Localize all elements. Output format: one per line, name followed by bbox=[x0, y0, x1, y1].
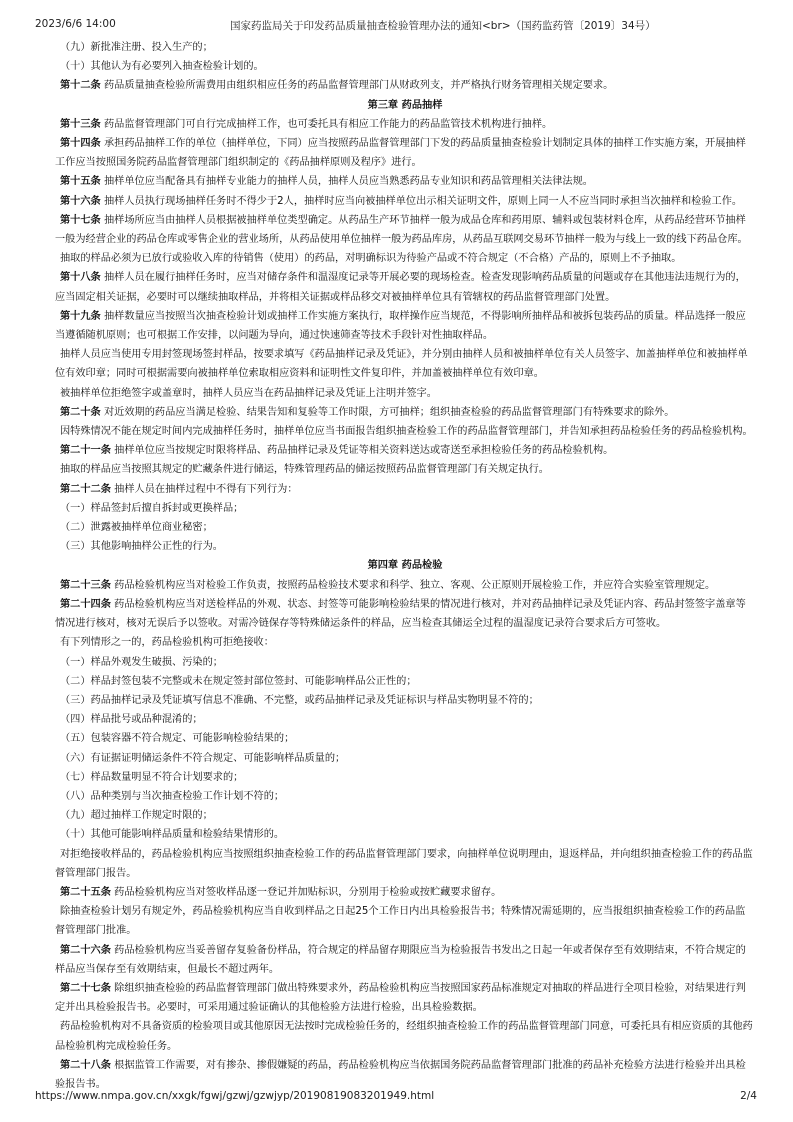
paragraph-text: （三）药品抽样记录及凭证填写信息不准确、不完整，或药品抽样记录及凭证标识与样品实物明显不符的； bbox=[60, 694, 539, 706]
article-number: 第十九条 bbox=[60, 310, 101, 322]
paragraph bbox=[55, 38, 755, 57]
paragraph bbox=[55, 729, 755, 748]
paragraph-text: （二）泄露被抽样单位商业秘密； bbox=[60, 522, 213, 534]
paragraph bbox=[55, 460, 755, 479]
article-number: 第十六条 bbox=[60, 195, 101, 207]
paragraph-text: 承担药品抽样工作的单位（抽样单位，下同）应当按照药品监督管理部门下发的药品质量抽查检验计划制定具体的抽样工作实施方案，开展抽样工作应当按照国务院药品监督管理部门组织制定的《药品抽样原则及程序》进行。 bbox=[55, 138, 746, 169]
paragraph bbox=[55, 653, 755, 672]
print-datetime: 2023/6/6 14:00 bbox=[35, 18, 116, 30]
paragraph bbox=[55, 768, 755, 787]
article-number: 第十二条 bbox=[60, 80, 101, 92]
article-paragraph bbox=[55, 941, 755, 979]
paragraph bbox=[55, 345, 755, 383]
article-paragraph bbox=[55, 480, 755, 499]
paragraph bbox=[55, 57, 755, 76]
article-paragraph bbox=[55, 172, 755, 191]
article-number: 第二十五条 bbox=[60, 886, 111, 898]
article-number: 第二十六条 bbox=[60, 944, 111, 956]
paragraph-text: （十）其他可能影响样品质量和检验结果情形的。 bbox=[60, 829, 285, 841]
paragraph-text: （三）其他影响抽样公正性的行为。 bbox=[60, 541, 223, 553]
document-body bbox=[55, 38, 755, 1094]
paragraph-text: 抽样人员执行现场抽样任务时不得少于2人，抽样时应当向被抽样单位出示相关证明文件，原则上同一人不应当同时承担当次抽样和检验工作。 bbox=[100, 195, 743, 207]
paragraph-text: （十）其他认为有必要列入抽查检验计划的。 bbox=[60, 61, 264, 73]
paragraph-text: 药品质量抽查检验所需费用由组织相应任务的药品监督管理部门从财政列支，并严格执行财务管理相关规定要求。 bbox=[100, 80, 614, 92]
paragraph bbox=[55, 518, 755, 537]
article-paragraph bbox=[55, 134, 755, 172]
paragraph bbox=[55, 633, 755, 652]
article-paragraph bbox=[55, 883, 755, 902]
article-paragraph bbox=[55, 595, 755, 633]
paragraph-text: 根据监管工作需要，对有掺杂、掺假嫌疑的药品，药品检验机构应当依据国务院药品监督管理部门批准的药品补充检验方法进行检验并出具检验报告书。 bbox=[55, 1059, 746, 1090]
page-number: 2/4 bbox=[740, 1090, 757, 1102]
document-title: 国家药监局关于印发药品质量抽查检验管理办法的通知<br>（国药监药管〔2019〕34号） bbox=[230, 20, 656, 32]
paragraph bbox=[55, 691, 755, 710]
paragraph bbox=[55, 787, 755, 806]
paragraph-text: 有下列情形之一的，药品检验机构可拒绝接收： bbox=[60, 637, 274, 649]
paragraph-text: （一）样品外观发生破损、污染的； bbox=[60, 656, 223, 668]
article-paragraph bbox=[55, 576, 755, 595]
print-footer bbox=[0, 1090, 793, 1106]
paragraph-text: 除抽查检验计划另有规定外，药品检验机构应当自收到样品之日起25个工作日内出具检验报告书；特殊情况需延期的，应当报组织抽查检验工作的药品监督管理部门批准。 bbox=[55, 906, 746, 937]
paragraph-text: 抽样场所应当由抽样人员根据被抽样单位类型确定。从药品生产环节抽样一般为成品仓库和药用原、辅料或包装材料仓库，从药品经营环节抽样一般为经营企业的药品仓库或零售企业的营业场所，从药品使用单位抽样一般为药品库房，从药品互联网交易环节抽样一般为与线上一致的线下药品仓库。 bbox=[55, 214, 748, 246]
paragraph bbox=[55, 537, 755, 556]
paragraph-text: 药品监督管理部门可自行完成抽样工作，也可委托具有相应工作能力的药品监管技术机构进行抽样。 bbox=[100, 118, 553, 130]
paragraph-text: 对拒绝接收样品的，药品检验机构应当按照组织抽查检验工作的药品监督管理部门要求，向抽样单位说明理由，退返样品，并向组织抽查检验工作的药品监督管理部门报告。 bbox=[55, 848, 753, 879]
paragraph-text: （六）有证据证明储运条件不符合规定、可能影响样品质量的； bbox=[60, 752, 346, 764]
paragraph-text: （四）样品批号或品种混淆的； bbox=[60, 714, 203, 726]
article-paragraph bbox=[55, 192, 755, 211]
paragraph bbox=[55, 749, 755, 768]
article-number: 第二十八条 bbox=[60, 1059, 111, 1071]
article-paragraph bbox=[55, 115, 755, 134]
paragraph-text: 抽样单位应当配备具有抽样专业能力的抽样人员，抽样人员应当熟悉药品专业知识和药品管理相关法律法规。 bbox=[100, 176, 593, 188]
paragraph-text: （九）新批准注册、投入生产的； bbox=[60, 42, 213, 53]
article-paragraph bbox=[55, 441, 755, 460]
paragraph-text: 药品检验机构应当对检验工作负责，按照药品检验技术要求和科学、独立、客观、公正原则开展检验工作，并应符合实验室管理规定。 bbox=[110, 579, 716, 591]
paragraph-text: 被抽样单位拒绝签字或盖章时，抽样人员应当在药品抽样记录及凭证上注明并签字。 bbox=[60, 387, 437, 399]
article-number: 第二十二条 bbox=[60, 483, 111, 495]
paragraph-text: 因特殊情况不能在规定时间内完成抽样任务时，抽样单位应当书面报告组织抽查检验工作的药品监督管理部门，并告知承担药品检验任务的药品检验机构。 bbox=[60, 426, 753, 438]
article-paragraph bbox=[55, 76, 755, 95]
paragraph-text: （八）品种类别与当次抽查检验工作计划不符的； bbox=[60, 790, 285, 802]
print-header bbox=[0, 18, 793, 34]
paragraph-text: 药品检验机构对不具备资质的检验项目或其他原因无法按时完成检验任务的，经组织抽查检验工作的药品监督管理部门同意，可委托具有相应资质的其他药品检验机构完成检验任务。 bbox=[55, 1021, 753, 1052]
source-url[interactable]: https://www.nmpa.gov.cn/xxgk/fgwj/gzwj/gzwjyp/20190819083201949.html bbox=[35, 1090, 435, 1102]
chapter-heading: 第三章 药品抽样 bbox=[367, 99, 443, 111]
paragraph-text: 药品检验机构应当对送检样品的外观、状态、封签等可能影响检验结果的情况进行核对，并对药品抽样记录及凭证内容、药品封签签字盖章等情况进行核对，核对无误后予以签收。对需冷链保存等特殊储运条件的样品，应当检查其储运全过程的温湿度记录符合要求后方可签收。 bbox=[55, 598, 746, 630]
paragraph-text: 对近效期的药品应当满足检验、结果告知和复验等工作时限，方可抽样；组织抽查检验的药品监督管理部门有特殊要求的除外。 bbox=[100, 406, 675, 418]
article-number: 第十八条 bbox=[60, 272, 101, 284]
article-paragraph bbox=[55, 307, 755, 345]
paragraph bbox=[55, 672, 755, 691]
article-number: 第二十三条 bbox=[60, 579, 111, 591]
paragraph-text: 抽样人员在抽样过程中不得有下列行为： bbox=[110, 483, 298, 495]
article-number: 第二十一条 bbox=[60, 445, 111, 457]
paragraph-text: 抽样数量应当按照当次抽查检验计划或抽样工作实施方案执行，取样操作应当规范，不得影响所抽样品和被拆包装药品的质量。样品选择一般应当遵循随机原则；也可根据工作安排，以问题为导向，通过快速筛查等技术手段针对性抽取样品。 bbox=[55, 310, 746, 342]
paragraph bbox=[55, 845, 755, 883]
article-number: 第十三条 bbox=[60, 118, 101, 130]
article-number: 第十四条 bbox=[60, 138, 101, 150]
paragraph-text: 药品检验机构应当妥善留存复验备份样品，符合规定的样品留存期限应当为检验报告书发出之日起一年或者保存至有效期结束，不符合规定的样品应当保存至有效期结束，但最长不超过两年。 bbox=[55, 944, 746, 975]
paragraph-text: （九）超过抽样工作规定时限的； bbox=[60, 810, 213, 822]
paragraph bbox=[55, 499, 755, 518]
article-number: 第十五条 bbox=[60, 176, 101, 188]
paragraph-text: 除组织抽查检验的药品监督管理部门做出特殊要求外，药品检验机构应当按照国家药品标准规定对抽取的样品进行全项目检验，对结果进行判定并出具检验报告书。必要时，可采用通过验证确认的其他检验方法进行检验，出具检验数据。 bbox=[55, 982, 746, 1014]
article-number: 第二十七条 bbox=[60, 982, 111, 994]
article-paragraph bbox=[55, 403, 755, 422]
paragraph bbox=[55, 384, 755, 403]
article-number: 第十七条 bbox=[60, 214, 101, 226]
article-paragraph bbox=[55, 979, 755, 1017]
paragraph-text: 抽取的样品应当按照其规定的贮藏条件进行储运，特殊管理药品的储运按照药品监督管理部门有关规定执行。 bbox=[60, 464, 549, 476]
article-paragraph bbox=[55, 1056, 755, 1094]
article-paragraph bbox=[55, 268, 755, 306]
paragraph-text: 抽样人员在履行抽样任务时，应当对储存条件和温湿度记录等开展必要的现场检查。检查发现影响药品质量的问题或存在其他违法违规行为的，应当固定相关证据，必要时可以继续抽取样品，并将相关证据或样品移交对被抽样单位具有管辖权的药品监督管理部门处置。 bbox=[55, 272, 746, 303]
article-number: 第二十四条 bbox=[60, 598, 111, 610]
paragraph-text: （二）样品封签包装不完整或未在规定签封部位签封、可能影响样品公正性的； bbox=[60, 675, 417, 687]
paragraph-text: 抽取的样品必须为已放行或验收入库的待销售（使用）的药品，对明确标识为待验产品或不符合规定（不合格）产品的，原则上不予抽取。 bbox=[60, 253, 682, 265]
paragraph-text: 抽样人员应当使用专用封签现场签封样品，按要求填写《药品抽样记录及凭证》，并分别由抽样人员和被抽样单位有关人员签字、加盖抽样单位和被抽样单位有效印章；同时可根据需要向被抽样单位索取相应资料和证明性文件复印件，并加盖被抽样单位有效印章。 bbox=[55, 349, 748, 380]
paragraph-text: （七）样品数量明显不符合计划要求的； bbox=[60, 771, 244, 783]
paragraph-text: （一）样品签封后擅自拆封或更换样品； bbox=[60, 502, 244, 514]
paragraph bbox=[55, 825, 755, 844]
article-paragraph bbox=[55, 211, 755, 249]
paragraph bbox=[55, 806, 755, 825]
paragraph bbox=[55, 422, 755, 441]
article-number: 第二十条 bbox=[60, 406, 101, 418]
paragraph bbox=[55, 710, 755, 729]
paragraph-text: （五）包装容器不符合规定、可能影响检验结果的； bbox=[60, 733, 295, 745]
paragraph bbox=[55, 1017, 755, 1055]
chapter-heading: 第四章 药品检验 bbox=[367, 560, 443, 572]
paragraph-text: 药品检验机构应当对签收样品逐一登记并加贴标识，分别用于检验或按贮藏要求留存。 bbox=[110, 886, 502, 898]
paragraph-text: 抽样单位应当按规定时限将样品、药品抽样记录及凭证等相关资料送达或寄送至承担检验任务的药品检验机构。 bbox=[110, 445, 614, 457]
paragraph bbox=[55, 249, 755, 268]
paragraph bbox=[55, 902, 755, 940]
